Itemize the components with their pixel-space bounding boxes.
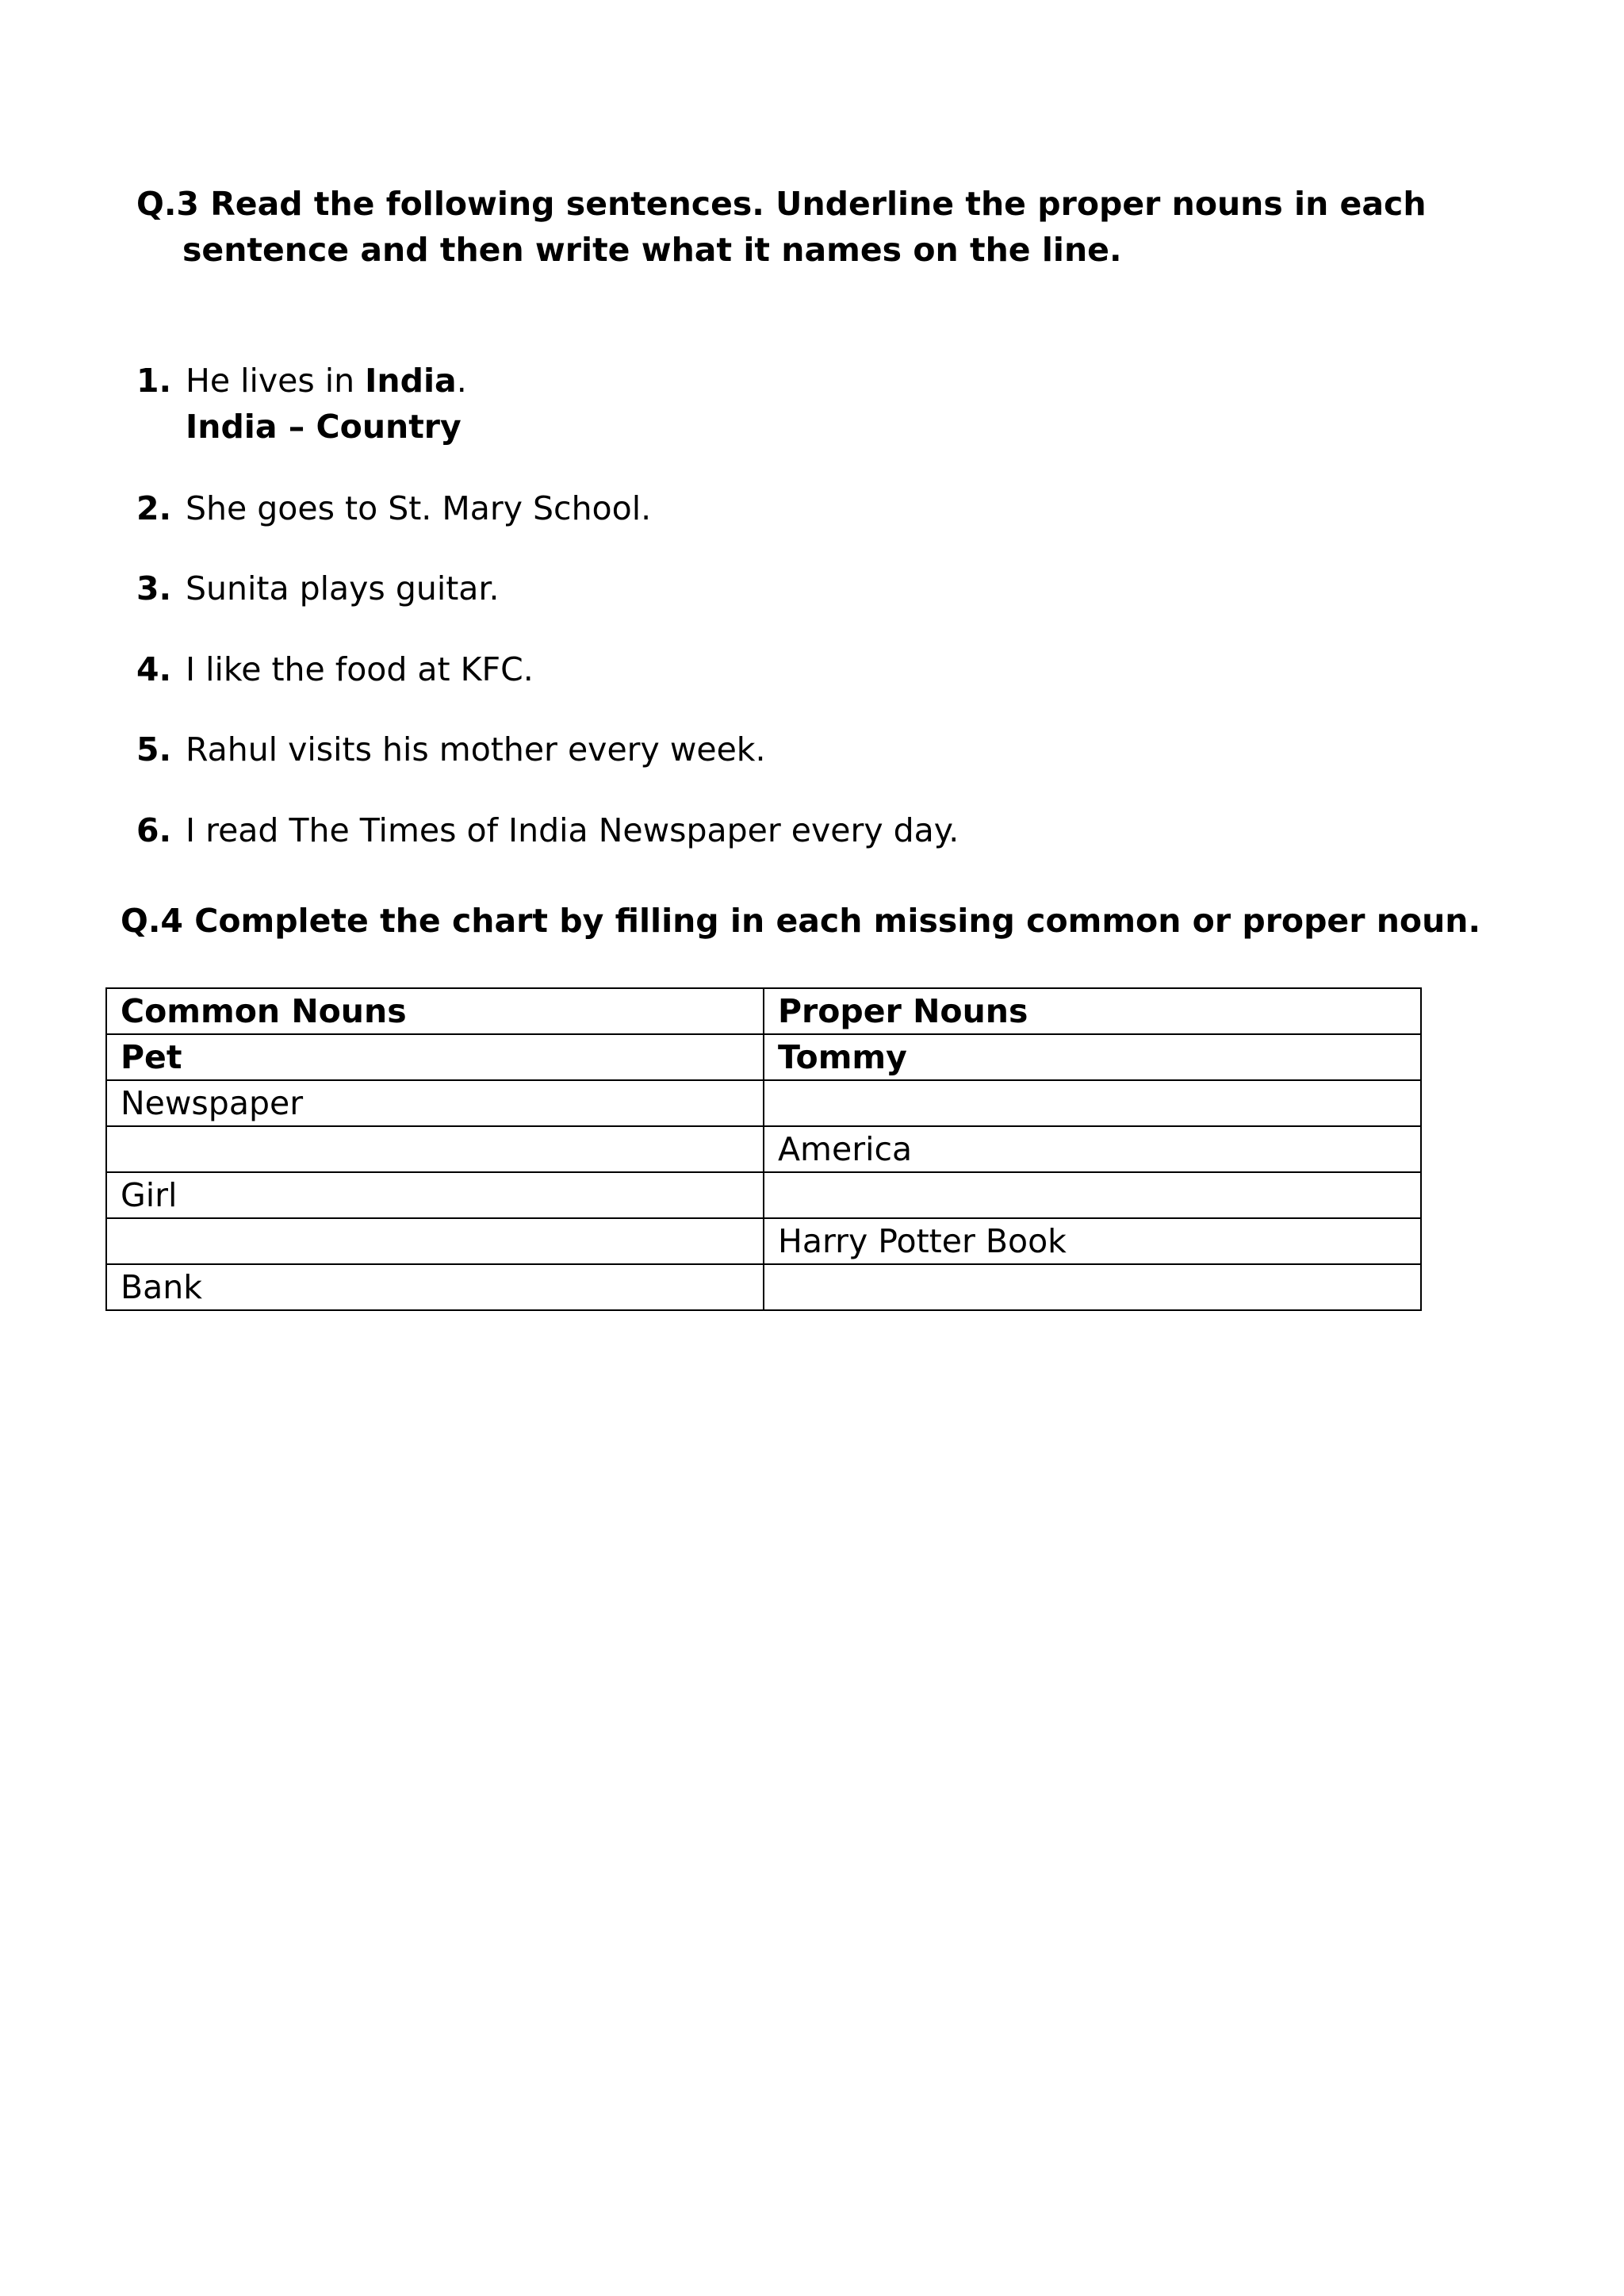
item-number: 5.	[136, 730, 172, 769]
q3-item-2	[136, 485, 651, 531]
item-text: Sunita plays guitar.	[186, 569, 500, 608]
item-text: I read The Times of India Newspaper every day.	[186, 811, 959, 849]
item-text: I like the food at KFC.	[186, 650, 534, 688]
cell-proper: Harry Potter Book	[764, 1218, 1421, 1264]
q3-heading	[136, 181, 1484, 273]
q3-heading-line2: sentence and then write what it names on the line.	[182, 231, 1122, 269]
cell-proper: Tommy	[764, 1034, 1421, 1080]
cell-common: Pet	[106, 1034, 764, 1080]
table-row	[106, 1126, 1421, 1172]
table-row	[106, 1034, 1421, 1080]
table-row	[106, 1080, 1421, 1126]
item-text: She goes to St. Mary School.	[186, 489, 652, 527]
item-text: Rahul visits his mother every week.	[186, 730, 766, 769]
cell-common	[106, 1218, 764, 1264]
cell-common: Bank	[106, 1264, 764, 1310]
noun-chart	[105, 987, 1422, 1311]
header-proper-nouns: Proper Nouns	[764, 988, 1421, 1034]
chart-header-row	[106, 988, 1421, 1034]
item-answer: India – Country	[186, 408, 462, 446]
header-common-nouns: Common Nouns	[106, 988, 764, 1034]
cell-proper	[764, 1080, 1421, 1126]
cell-common: Newspaper	[106, 1080, 764, 1126]
item-text-bold: India	[365, 362, 457, 400]
q3-item-4	[136, 646, 534, 692]
item-number: 6.	[136, 811, 172, 849]
q3-item-5	[136, 726, 766, 772]
q3-heading-line1: Q.3 Read the following sentences. Underline the proper nouns in each	[136, 185, 1427, 223]
cell-common: Girl	[106, 1172, 764, 1218]
q3-item-1	[136, 358, 467, 450]
cell-proper	[764, 1264, 1421, 1310]
item-number: 3.	[136, 569, 172, 608]
q3-item-6	[136, 807, 959, 853]
item-number: 4.	[136, 650, 172, 688]
cell-common	[106, 1126, 764, 1172]
table-row	[106, 1218, 1421, 1264]
cell-proper	[764, 1172, 1421, 1218]
cell-proper: America	[764, 1126, 1421, 1172]
q3-item-3	[136, 565, 500, 611]
item-text-before: He lives in	[186, 362, 366, 400]
q4-heading: Q.4 Complete the chart by filling in each missing common or proper noun.	[121, 902, 1481, 940]
item-number: 1.	[136, 362, 172, 400]
item-text-after: .	[456, 362, 467, 400]
table-row	[106, 1172, 1421, 1218]
table-row	[106, 1264, 1421, 1310]
item-number: 2.	[136, 489, 172, 527]
